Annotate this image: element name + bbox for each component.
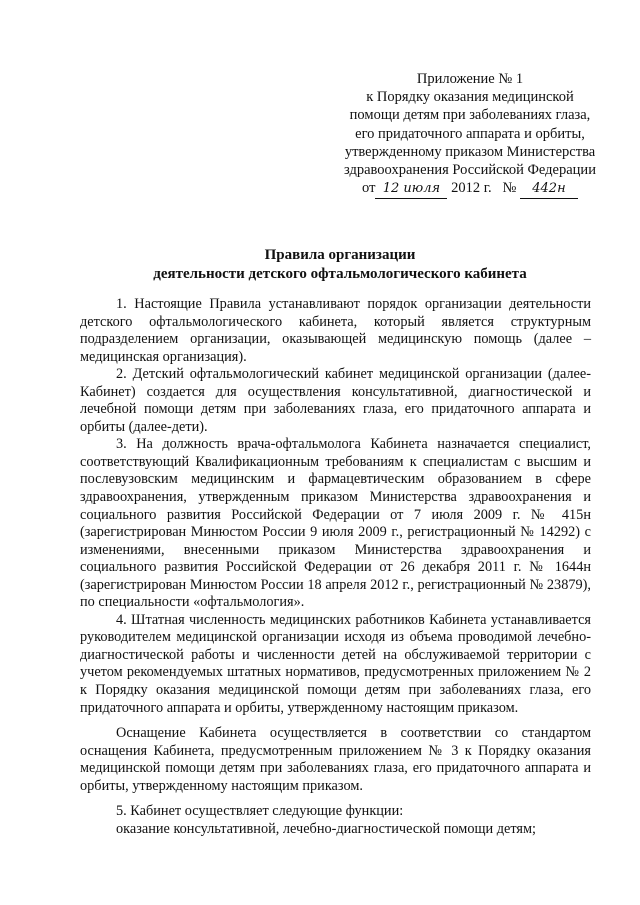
paragraph-1: 1. Настоящие Правила устанавливают порядок организации деятельности детского офтальмологического кабинета, который является структурным подразделением организации, оказывающей медицинскую помощь (далее – медицинская организация). (80, 296, 591, 365)
date-year: 2012 г. (451, 180, 492, 197)
appendix-line: к Порядку оказания медицинской (366, 89, 574, 106)
appendix-title: Приложение № 1 (416, 71, 524, 87)
appendix-line: здравоохранения Российской Федерации (344, 162, 596, 179)
paragraph-3: 3. На должность врача-офтальмолога Кабинета назначается специалист, соответствующий Квалификационным требованиям к специалистам с высшим и послевузовским медицинским и фармацевтическим образованием в сфере здравоохранения, утвержденным приказом Министерства здравоохранения и социального развития Российской Федерации от 7 июля 2009 г. № 415н (зарегистрирован Минюстом России 9 июля 2009 г., регистрационный № 14292) с изменениями, внесенными приказом Министерства здравоохранения и социального развития Российской Федерации от 26 декабря 2011 г. № 1644н (зарегистрирован Минюстом России 18 апреля 2012 г., регистрационный № 23879), по специальности «офтальмология». (80, 436, 591, 611)
number-prefix: № (502, 180, 517, 197)
handwritten-number: 442н (520, 180, 578, 199)
appendix-line: его придаточного аппарата и орбиты, (355, 125, 585, 142)
appendix-line: утвержденному приказом Министерства (344, 143, 596, 160)
appendix-line: помощи детям при заболеваниях глаза, (349, 107, 591, 124)
function-item: оказание консультативной, лечебно-диагностической помощи детям; (116, 820, 536, 837)
title-line-2: деятельности детского офтальмологического кабинета (153, 265, 527, 282)
appendix-header (330, 70, 610, 199)
paragraph-2: 2. Детский офтальмологический кабинет медицинской организации (далее-Кабинет) создается для осуществления консультативной, диагностической и лечебной помощи детям при заболеваниях глаза, его придаточного аппарата и орбиты (далее-дети). (80, 366, 591, 435)
paragraph-5: 5. Кабинет осуществляет следующие функции: (116, 803, 404, 820)
date-prefix: от (362, 180, 376, 197)
title-line-1: Правила организации (264, 247, 416, 263)
handwritten-date: 12 июля (375, 180, 447, 199)
order-date-line (330, 179, 610, 199)
paragraph-equipment: Оснащение Кабинета осуществляется в соответствии со стандартом оснащения Кабинета, предусмотренным приложением № 3 к Порядку оказания медицинской помощи детям при заболеваниях глаза, его придаточного аппарата и орбиты, утвержденному настоящим приказом. (80, 725, 591, 794)
document-body (80, 296, 591, 838)
document-title (80, 246, 600, 283)
paragraph-4: 4. Штатная численность медицинских работников Кабинета устанавливается руководителем медицинской организации исходя из объема проводимой лечебно-диагностической работы и численности детей на обслуживаемой территории с учетом рекомендуемых штатных нормативов, предусмотренных приложением № 2 к Порядку оказания медицинской помощи детям при заболеваниях глаза, его придаточного аппарата и орбиты, утвержденному настоящим приказом. (80, 611, 591, 716)
